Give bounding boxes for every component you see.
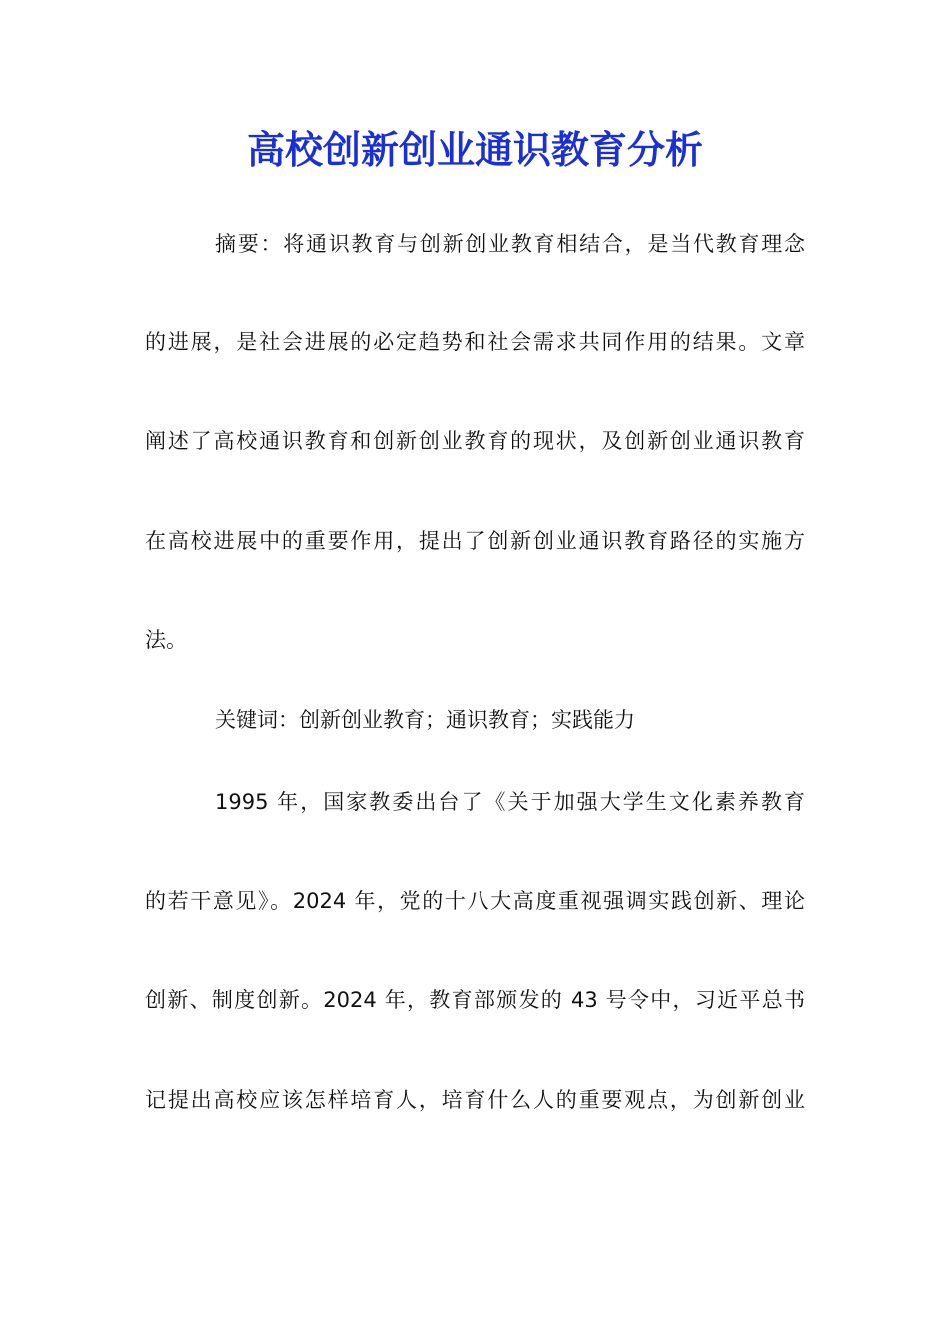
body-line: 1995 年，国家教委出台了《关于加强大学生文化素养教育 xyxy=(215,790,805,814)
abstract-paragraph xyxy=(145,228,805,260)
body-paragraph xyxy=(145,786,805,818)
keywords-paragraph xyxy=(145,704,805,736)
abstract-line: 在高校进展中的重要作用，提出了创新创业通识教育路径的实施方 xyxy=(145,529,805,553)
body-line: 记提出高校应该怎样培育人，培育什么人的重要观点，为创新创业 xyxy=(145,1088,805,1112)
abstract-line: 的进展，是社会进展的必定趋势和社会需求共同作用的结果。文章 xyxy=(145,330,805,354)
document-title: 高校创新创业通识教育分析 xyxy=(246,127,703,172)
body-paragraph-cont xyxy=(145,885,805,917)
abstract-paragraph-cont xyxy=(145,525,805,557)
abstract-paragraph-cont xyxy=(145,425,805,457)
abstract-paragraph-cont xyxy=(145,624,805,656)
keywords-line: 关键词：创新创业教育；通识教育；实践能力 xyxy=(215,708,635,732)
abstract-line: 阐述了高校通识教育和创新创业教育的现状，及创新创业通识教育 xyxy=(145,429,805,453)
body-line: 创新、制度创新。2024 年，教育部颁发的 43 号令中，习近平总书 xyxy=(145,988,805,1012)
body-paragraph-cont xyxy=(145,984,805,1016)
abstract-line: 摘要：将通识教育与创新创业教育相结合，是当代教育理念 xyxy=(215,232,805,256)
body-paragraph-cont xyxy=(145,1084,805,1116)
abstract-paragraph-cont xyxy=(145,326,805,358)
abstract-line: 法。 xyxy=(145,628,187,652)
body-line: 的若干意见》。2024 年，党的十八大高度重视强调实践创新、理论 xyxy=(145,889,805,913)
